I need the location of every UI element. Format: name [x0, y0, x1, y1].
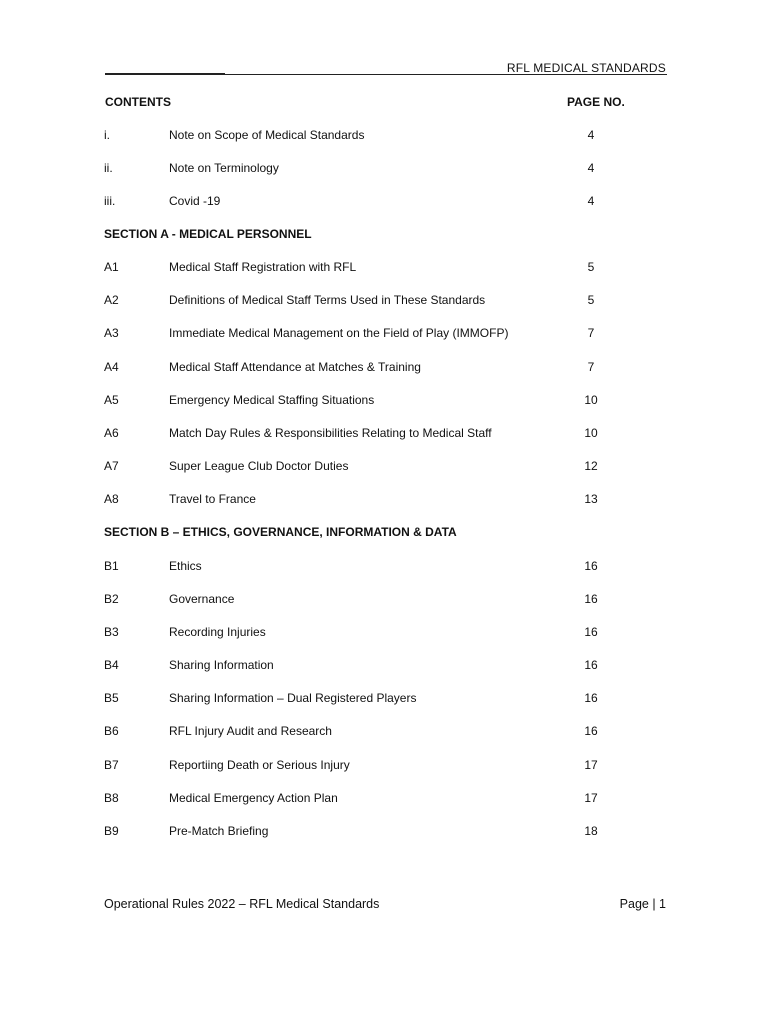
toc-entry[interactable] [0, 194, 770, 210]
toc-entry[interactable] [0, 691, 770, 707]
toc-entry-code: B2 [104, 592, 119, 606]
section-a-heading: SECTION A - MEDICAL PERSONNEL [104, 227, 312, 241]
toc-entry-title: Ethics [169, 559, 202, 573]
toc-entry-page: 5 [587, 293, 595, 307]
toc-entry[interactable] [0, 658, 770, 674]
toc-entry-code: B7 [104, 758, 119, 772]
toc-entry-title: Emergency Medical Staffing Situations [169, 393, 375, 407]
toc-entry-title: Covid -19 [169, 194, 221, 208]
toc-entry-page: 16 [584, 625, 598, 639]
toc-entry[interactable] [0, 758, 770, 774]
toc-entry-code: A6 [104, 426, 119, 440]
toc-entry-title: Immediate Medical Management on the Field of Play (IMMOFP) [169, 326, 509, 340]
toc-entry-code: ii. [104, 161, 113, 175]
toc-entry-page: 7 [587, 326, 595, 340]
toc-entry-code: i. [104, 128, 110, 142]
toc-entry-code: B4 [104, 658, 119, 672]
footer-page-number: Page | 1 [619, 897, 666, 911]
toc-entry-code: A3 [104, 326, 119, 340]
toc-entry-page: 4 [587, 194, 595, 208]
toc-entry-code: B9 [104, 824, 119, 838]
toc-entry-code: A1 [104, 260, 119, 274]
toc-entry[interactable] [0, 559, 770, 575]
toc-entry-title: Governance [169, 592, 235, 606]
toc-entry[interactable] [0, 128, 770, 144]
toc-entry-title: Note on Scope of Medical Standards [169, 128, 365, 142]
toc-entry-title: Definitions of Medical Staff Terms Used in These Standards [169, 293, 486, 307]
toc-entry-title: Note on Terminology [169, 161, 279, 175]
toc-entry-title: Recording Injuries [169, 625, 266, 639]
toc-entry[interactable] [0, 492, 770, 508]
toc-entry-page: 7 [587, 360, 595, 374]
page-header-title: RFL MEDICAL STANDARDS [506, 61, 666, 75]
section-a-heading-row [0, 227, 770, 243]
toc-entry[interactable] [0, 161, 770, 177]
toc-entry-page: 16 [584, 724, 598, 738]
toc-entry-page: 17 [584, 791, 598, 805]
toc-entry-title: Match Day Rules & Responsibilities Relating to Medical Staff [169, 426, 492, 440]
toc-entry-code: A8 [104, 492, 119, 506]
toc-entry-page: 13 [584, 492, 598, 506]
toc-entry-code: A7 [104, 459, 119, 473]
toc-entry-page: 17 [584, 758, 598, 772]
toc-entry[interactable] [0, 592, 770, 608]
toc-entry-code: B1 [104, 559, 119, 573]
toc-entry-page: 16 [584, 559, 598, 573]
section-b-heading: SECTION B – ETHICS, GOVERNANCE, INFORMATION & DATA [104, 525, 457, 539]
contents-heading: CONTENTS [105, 95, 171, 109]
toc-entry-title: Sharing Information [169, 658, 274, 672]
toc-entry-title: Medical Emergency Action Plan [169, 791, 338, 805]
toc-entry-title: Pre-Match Briefing [169, 824, 269, 838]
toc-entry-code: iii. [104, 194, 116, 208]
toc-entry-page: 16 [584, 592, 598, 606]
toc-entry-code: B3 [104, 625, 119, 639]
header-rule-accent [105, 73, 225, 75]
toc-entry[interactable] [0, 326, 770, 342]
toc-entry[interactable] [0, 360, 770, 376]
toc-entry-title: Reportiing Death or Serious Injury [169, 758, 350, 772]
toc-entry-title: Medical Staff Attendance at Matches & Training [169, 360, 421, 374]
toc-entry-page: 10 [584, 393, 598, 407]
toc-entry-title: Medical Staff Registration with RFL [169, 260, 357, 274]
toc-entry-title: Travel to France [169, 492, 256, 506]
toc-entry[interactable] [0, 791, 770, 807]
toc-entry[interactable] [0, 625, 770, 641]
toc-entry-page: 16 [584, 691, 598, 705]
toc-entry[interactable] [0, 724, 770, 740]
toc-entry-title: Sharing Information – Dual Registered Players [169, 691, 417, 705]
toc-entry-page: 16 [584, 658, 598, 672]
toc-entry-page: 5 [587, 260, 595, 274]
toc-entry[interactable] [0, 459, 770, 475]
toc-entry-code: A5 [104, 393, 119, 407]
section-b-heading-row [0, 525, 770, 541]
toc-entry[interactable] [0, 293, 770, 309]
toc-entry-code: B6 [104, 724, 119, 738]
toc-entry[interactable] [0, 426, 770, 442]
toc-entry-page: 12 [584, 459, 598, 473]
toc-entry-page: 18 [584, 824, 598, 838]
toc-entry-page: 10 [584, 426, 598, 440]
toc-entry[interactable] [0, 393, 770, 409]
toc-entry-page: 4 [587, 161, 595, 175]
toc-entry-code: A2 [104, 293, 119, 307]
toc-entry[interactable] [0, 260, 770, 276]
toc-entry-code: B5 [104, 691, 119, 705]
toc-entry-code: A4 [104, 360, 119, 374]
page-number-heading: PAGE NO. [567, 95, 625, 109]
toc-entry-title: RFL Injury Audit and Research [169, 724, 332, 738]
footer-document-title: Operational Rules 2022 – RFL Medical Standards [104, 897, 380, 911]
toc-entry-page: 4 [587, 128, 595, 142]
toc-entry-title: Super League Club Doctor Duties [169, 459, 349, 473]
toc-entry[interactable] [0, 824, 770, 840]
toc-entry-code: B8 [104, 791, 119, 805]
